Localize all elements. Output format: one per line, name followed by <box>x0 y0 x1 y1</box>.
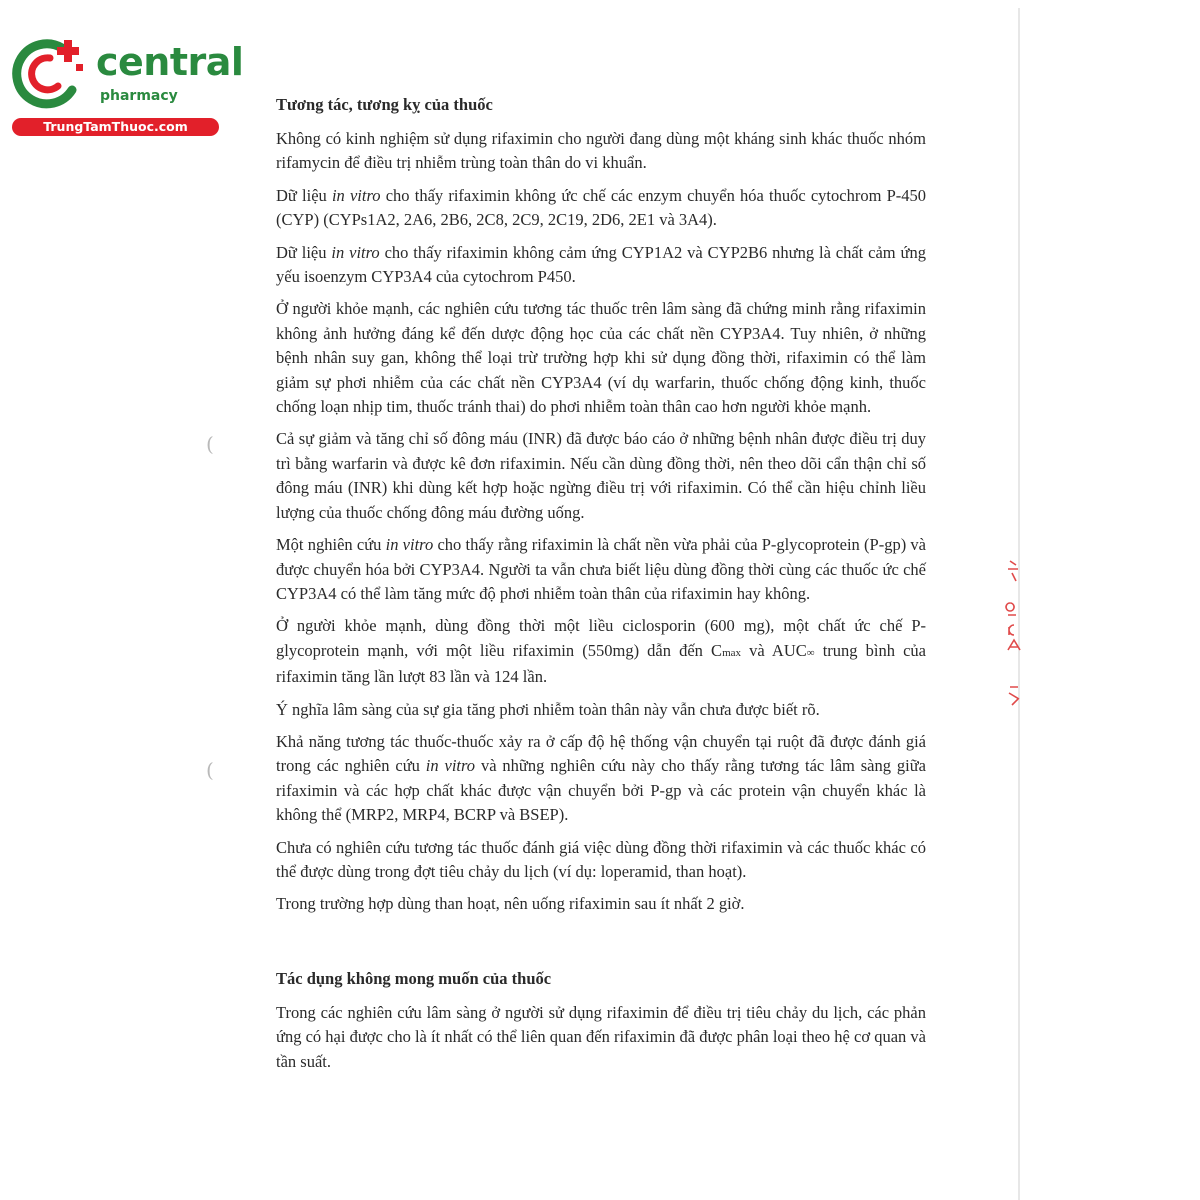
section-gap <box>276 925 926 967</box>
paragraph: Một nghiên cứu in vitro cho thấy rằng rifaximin là chất nền vừa phải của P-glycoprotein (P-gp) và được chuyển hóa bởi CYP3A4. Người ta vẫn chưa biết liệu dùng đồng thời cùng các thuốc ức chế CYP3A4 có thể làm tăng mức độ phơi nhiễm toàn thân của rifaximin hay không. <box>276 535 926 603</box>
paragraph: Khả năng tương tác thuốc-thuốc xảy ra ở cấp độ hệ thống vận chuyển tại ruột đã được đánh giá trong các nghiên cứu in vitro và những nghiên cứu này cho thấy rằng tương tác lâm sàng giữa rifaximin và các hợp chất khác được vận chuyển bởi P-gp và các protein vận chuyển khác là không thể (MRP2, MRP4, BCRP và BSEP). <box>276 731 926 825</box>
paragraph: Chưa có nghiên cứu tương tác thuốc đánh giá việc dùng đồng thời rifaximin và các thuốc khác có thể được dùng trong đợt tiêu chảy du lịch (ví dụ: loperamid, than hoạt). <box>276 837 926 881</box>
paragraph: Ở người khỏe mạnh, các nghiên cứu tương tác thuốc trên lâm sàng đã chứng minh rằng rifaximin không ảnh hưởng đáng kể đến dược động học của các chất nền CYP3A4. Tuy nhiên, ở những bệnh nhân suy gan, không thể loại trừ trường hợp khi sử dụng đồng thời, rifaximin có thể làm giảm sự phơi nhiễm của các chất nền CYP3A4 (ví dụ warfarin, thuốc chống động kinh, thuốc chống loạn nhịp tim, thuốc tránh thai) do phơi nhiễm toàn thân cao hơn người khỏe mạnh. <box>276 299 926 417</box>
paragraph: Ý nghĩa lâm sàng của sự gia tăng phơi nhiễm toàn thân này vẫn chưa được biết rõ. <box>276 699 820 719</box>
punch-hole-mark-icon: ( <box>206 432 214 456</box>
red-stamp-fragment-icon <box>1004 555 1024 715</box>
paragraph: Ở người khỏe mạnh, dùng đồng thời một liều ciclosporin (600 mg), một chất ức chế P-glycoprotein mạnh, với một liều rifaximin (550mg) dẫn đến Cmax và AUC∞ trung bình của rifaximin tăng lần lượt 83 lần và 124 lần. <box>276 616 926 687</box>
paragraph: Không có kinh nghiệm sử dụng rifaximin cho người đang dùng một kháng sinh khác thuốc nhóm rifamycin để điều trị nhiễm trùng toàn thân do vi khuẩn. <box>276 129 926 173</box>
logo-brand-name: central <box>96 40 244 84</box>
paragraph: Trong trường hợp dùng than hoạt, nên uống rifaximin sau ít nhất 2 giờ. <box>276 894 745 914</box>
logo-website-badge: TrungTamThuoc.com <box>12 118 219 136</box>
central-pharmacy-logo[interactable] <box>10 38 244 138</box>
paragraph: Trong các nghiên cứu lâm sàng ở người sử dụng rifaximin để điều trị tiêu chảy du lịch, các phản ứng có hại được cho là ít nhất có thể liên quan đến rifaximin đã được phân loại theo hệ cơ quan và tần suất. <box>276 1002 926 1071</box>
paragraph: Cả sự giảm và tăng chỉ số đông máu (INR) đã được báo cáo ở những bệnh nhân được điều trị duy trì bằng warfarin và được kê đơn rifaximin. Nếu cần dùng đồng thời, nên theo dõi cẩn thận chỉ số đông máu (INR) khi dùng kết hợp hoặc ngừng điều trị với rifaximin. Có thể cần hiệu chỉnh liều lượng của thuốc chống đông máu đường uống. <box>276 429 926 522</box>
paragraph: Dữ liệu in vitro cho thấy rifaximin không ức chế các enzym chuyển hóa thuốc cytochrom P-450 (CYP) (CYPs1A2, 2A6, 2B6, 2C8, 2C9, 2C19, 2D6, 2E1 và 3A4). <box>276 185 927 230</box>
section-title-adverse-effects: Tác dụng không mong muốn của thuốc <box>276 968 552 988</box>
paragraph: Dữ liệu in vitro cho thấy rifaximin không cảm ứng CYP1A2 và CYP2B6 nhưng là chất cảm ứng yếu isoenzym CYP3A4 của cytochrom P450. <box>276 242 926 287</box>
section-title-interactions: Tương tác, tương kỵ của thuốc <box>276 95 493 114</box>
punch-hole-mark-icon: ( <box>206 758 214 782</box>
document-content <box>276 93 926 1082</box>
pharmacy-cross-c-icon <box>10 38 92 110</box>
logo-brand-sub: pharmacy <box>100 88 178 104</box>
